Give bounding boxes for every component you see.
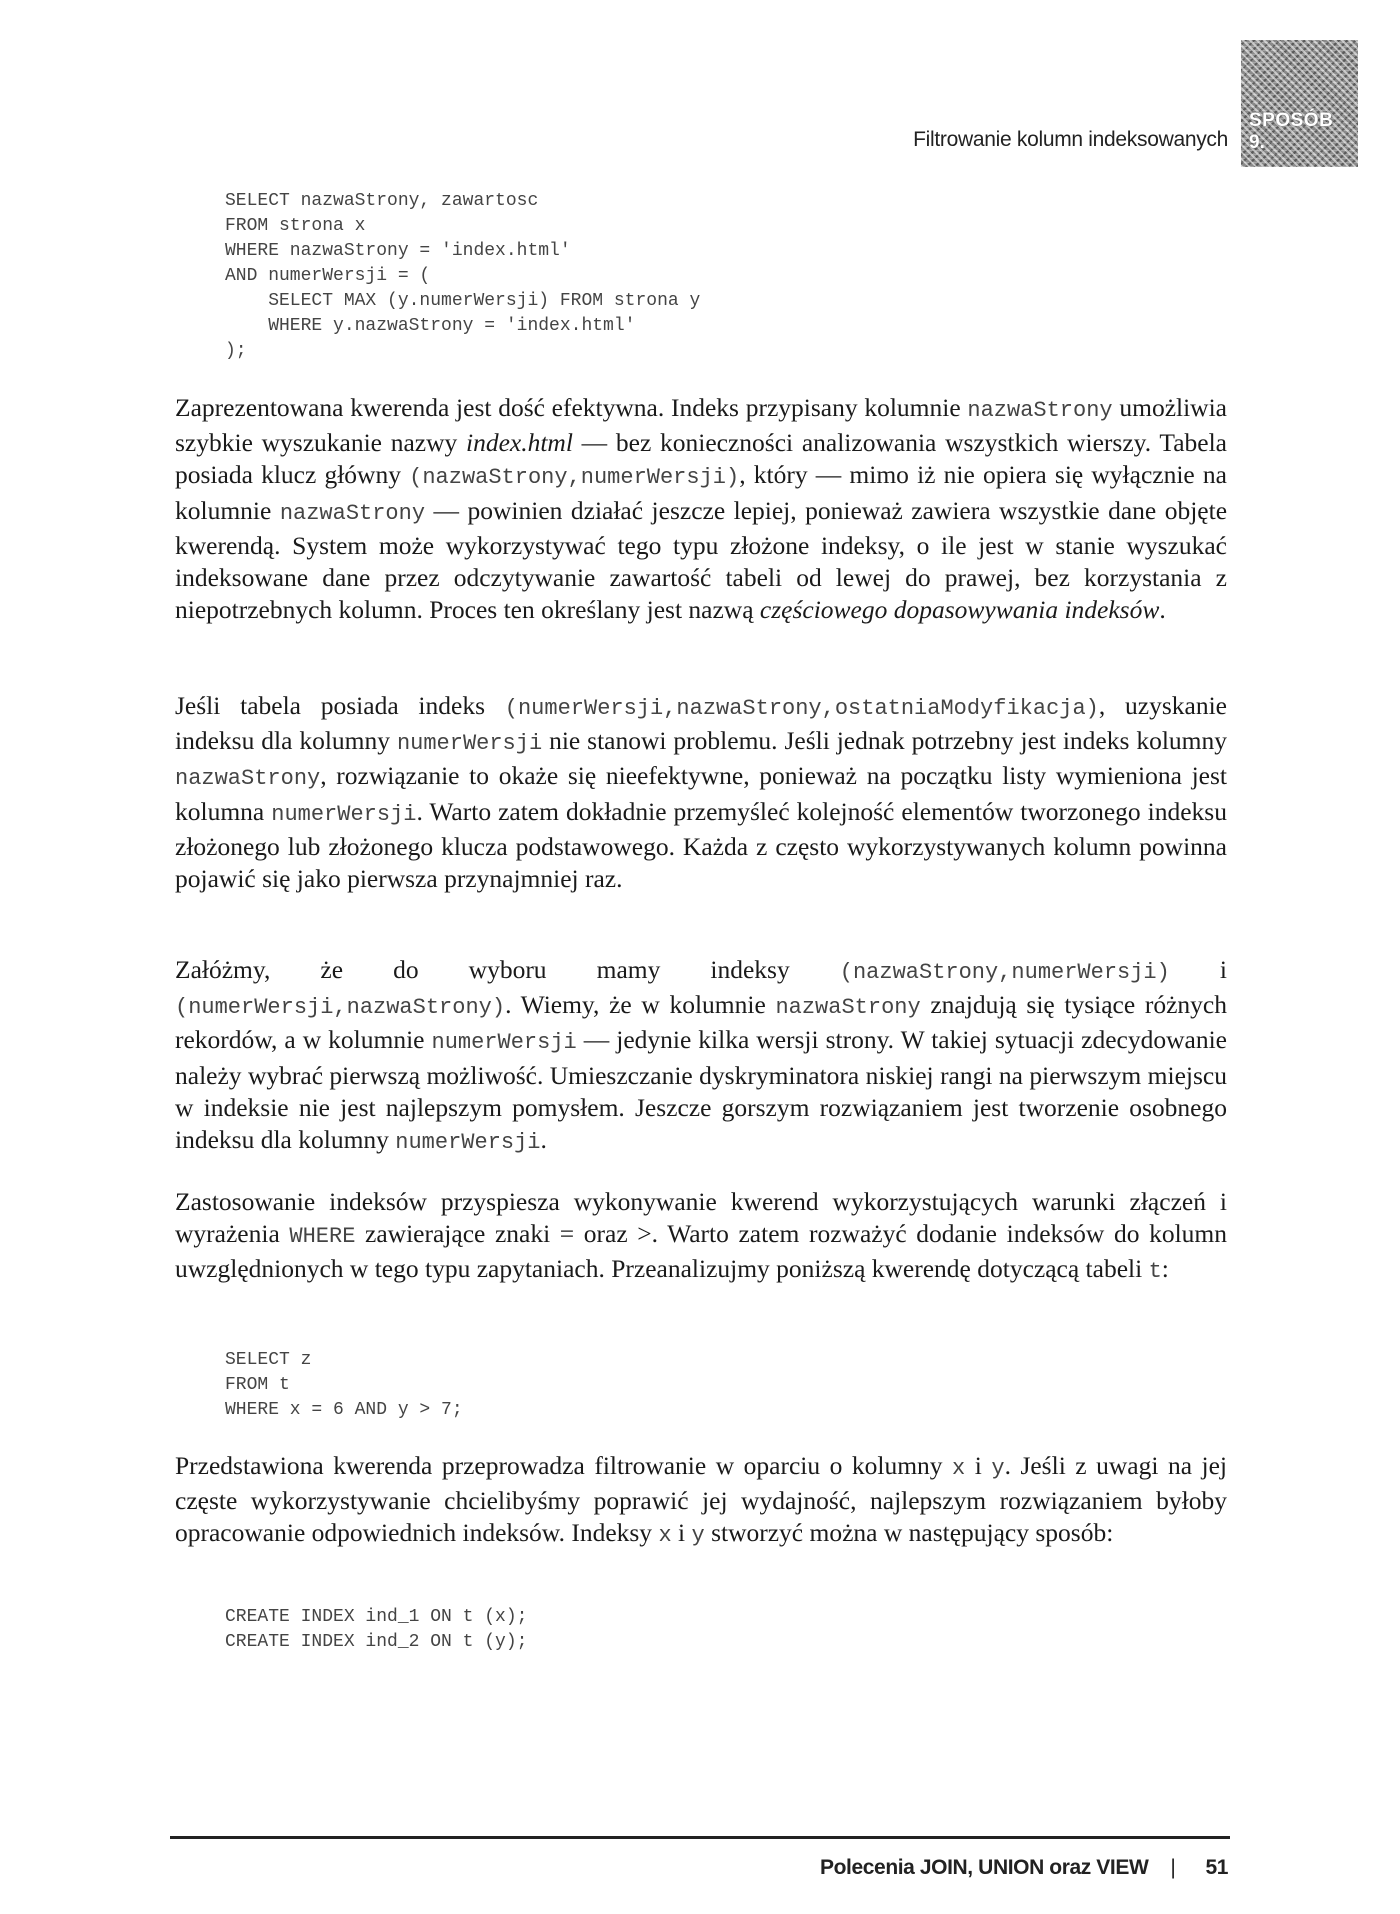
- inline-code: nazwaStrony: [775, 995, 921, 1021]
- code-line: FROM strona x: [225, 216, 366, 236]
- body-paragraph: [175, 1450, 1227, 1553]
- section-badge-label: SPOSÓB: [1249, 110, 1334, 131]
- code-block: [225, 1348, 463, 1423]
- inline-code: (nazwaStrony,numerWersji): [839, 960, 1170, 985]
- running-header-title: Filtrowanie kolumn indeksowanych: [913, 128, 1228, 151]
- text-run: — powinien działać jeszcze lepiej, ponieważ zawiera wszystkie dane objęte kwerendą. System może wykorzystywać tego typu złożone indeksy, o ile jest w stanie wyszukać indeksowane dane przez odczytywanie zawartość tabeli od lewej do prawej, bez korzystania z niepotrzebnych kolumn. Proces ten określany jest nazwą: [175, 495, 1228, 625]
- inline-code: y: [991, 1456, 1005, 1481]
- text-run: .: [540, 1125, 547, 1155]
- text-run: Przedstawiona kwerenda przeprowadza filtrowanie w oparciu o kolumny: [175, 1451, 953, 1480]
- code-line: WHERE y.nazwaStrony = 'index.html': [225, 316, 636, 336]
- code-line: CREATE INDEX ind_1 ON t (x);: [225, 1607, 528, 1627]
- inline-code: (nazwaStrony,numerWersji): [409, 465, 740, 491]
- text-run: zawierające znaki = oraz >. Warto zatem rozważyć dodanie indeksów do kolumn uwzględnionych w tego typu zapytaniach. Przeanalizujmy poniższą kwerendę dotyczącą tabeli: [175, 1219, 1228, 1284]
- footer-rule: [170, 1836, 1230, 1839]
- text-run: .: [1159, 595, 1166, 625]
- italic-term: częściowego dopasowywania indeksów: [759, 595, 1160, 625]
- inline-code: x: [952, 1456, 966, 1481]
- text-run: Zaprezentowana kwerenda jest dość efektywna. Indeks przypisany kolumnie: [175, 393, 968, 422]
- text-run: , uzyskanie indeksu dla kolumny: [175, 691, 1228, 756]
- text-run: Załóżmy, że do wyboru mamy indeksy: [175, 955, 840, 984]
- body-paragraph: [175, 392, 1227, 626]
- code-line: SELECT MAX (y.numerWersji) FROM strona y: [225, 291, 701, 311]
- text-run: i: [1169, 955, 1227, 984]
- footer-separator: |: [1170, 1856, 1176, 1879]
- section-badge-number: 9.: [1249, 132, 1265, 153]
- code-line: SELECT z: [225, 1350, 312, 1370]
- text-run: i: [965, 1451, 992, 1480]
- code-line: WHERE x = 6 AND y > 7;: [225, 1400, 463, 1420]
- text-run: umożliwia szybkie wyszukanie nazwy: [175, 393, 1227, 458]
- text-run: :: [1161, 1254, 1169, 1284]
- inline-code: WHERE: [289, 1224, 356, 1250]
- section-badge: [1241, 40, 1358, 167]
- body-paragraph: [175, 1186, 1227, 1289]
- footer-chapter-title: Polecenia JOIN, UNION oraz VIEW: [820, 1856, 1149, 1879]
- inline-code: x: [658, 1523, 672, 1549]
- code-line: SELECT nazwaStrony, zawartosc: [225, 191, 539, 211]
- code-line: FROM t: [225, 1375, 290, 1395]
- inline-code: (numerWersji,nazwaStrony): [175, 995, 506, 1021]
- text-run: nie stanowi problemu. Jeśli jednak potrzebny jest indeks kolumny: [542, 726, 1228, 756]
- text-run: — jedynie kilka wersji strony. W takiej sytuacji zdecydowanie należy wybrać pierwszą możliwość. Umieszczanie dyskryminatora niskiej rangi na pierwszym miejscu w indeksie nie jest najlepszym pomysłem. Jeszcze gorszym rozwiązaniem jest tworzenie osobnego indeksu dla kolumny: [175, 1025, 1227, 1155]
- text-run: . Jeśli z uwagi na jej częste wykorzystywanie chcielibyśmy poprawić jej wydajność, najlepszym rozwiązaniem byłoby opracowanie odpowiednich indeksów. Indeksy: [175, 1451, 1228, 1548]
- inline-code: nazwaStrony: [967, 398, 1113, 423]
- page-number: 51: [1205, 1856, 1228, 1879]
- text-run: , rozwiązanie to okaże się nieefektywne, ponieważ na początku listy wymieniona jest kolumna: [175, 761, 1227, 826]
- page-footer: [820, 1856, 1228, 1880]
- text-run: , który — mimo iż nie opiera się wyłącznie na kolumnie: [175, 460, 1227, 525]
- code-line: AND numerWersji = (: [225, 266, 431, 286]
- inline-code: numerWersji: [396, 731, 543, 757]
- code-line: );: [225, 341, 247, 361]
- text-run: . Warto zatem dokładnie przemyśleć kolejność elementów tworzonego indeksu złożonego lub złożonego klucza podstawowego. Każda z często wykorzystywanych kolumn powinna pojawić się jako pierwsza przynajmniej raz.: [175, 796, 1227, 894]
- inline-code: y: [691, 1523, 705, 1549]
- inline-code: nazwaStrony: [175, 766, 321, 792]
- inline-code: numerWersji: [395, 1130, 541, 1156]
- code-block: [225, 1605, 527, 1655]
- code-line: WHERE nazwaStrony = 'index.html': [225, 241, 571, 261]
- inline-code: (numerWersji,nazwaStrony,ostatniaModyfikacja): [504, 696, 1099, 721]
- inline-code: numerWersji: [431, 1030, 577, 1056]
- text-run: i: [671, 1518, 692, 1548]
- text-run: znajdują się tysiące różnych rekordów, a w kolumnie: [175, 990, 1227, 1055]
- body-paragraph: [175, 690, 1227, 895]
- code-line: CREATE INDEX ind_2 ON t (y);: [225, 1632, 528, 1652]
- text-run: . Wiemy, że w kolumnie: [505, 990, 776, 1020]
- inline-code: numerWersji: [271, 801, 417, 827]
- body-paragraph: [175, 954, 1227, 1159]
- text-run: — bez konieczności analizowania wszystkich wierszy. Tabela posiada klucz główny: [175, 428, 1227, 490]
- italic-term: index.html: [466, 428, 573, 458]
- inline-code: t: [1148, 1259, 1162, 1285]
- text-run: Jeśli tabela posiada indeks: [175, 691, 505, 720]
- text-run: stworzyć można w następujący sposób:: [704, 1518, 1114, 1548]
- text-run: Zastosowanie indeksów przyspiesza wykonywanie kwerend wykorzystujących warunki złączeń i wyrażenia: [175, 1187, 1227, 1249]
- inline-code: nazwaStrony: [279, 500, 426, 526]
- code-block: [225, 189, 700, 364]
